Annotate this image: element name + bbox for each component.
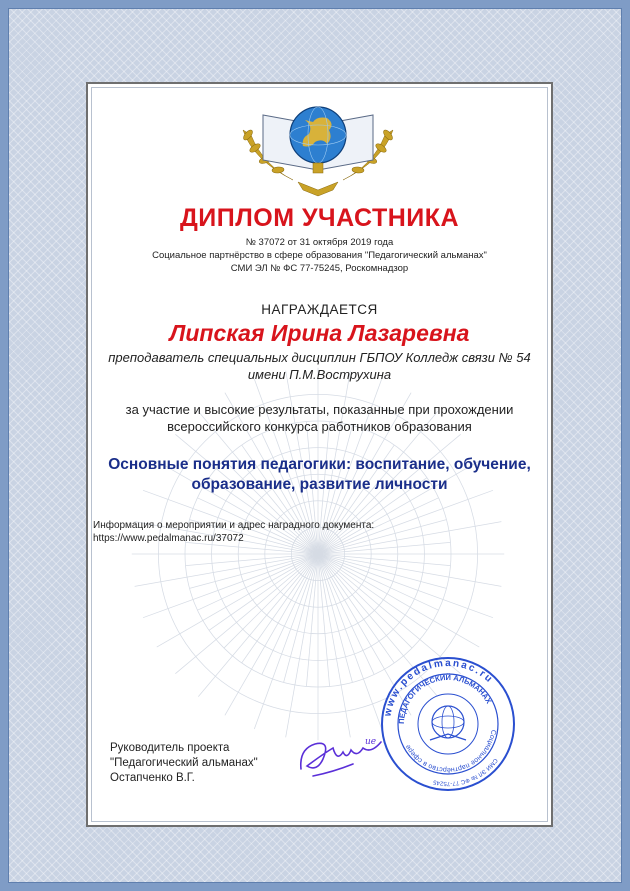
stamp-middle-text: ПЕДАГОГИЧЕСКИЙ АЛЬМАНАХ	[396, 672, 494, 725]
signer-project: "Педагогический альманах"	[110, 757, 258, 769]
signer-name: Остапченко В.Г.	[110, 772, 195, 784]
info-label: Информация о мероприятии и адрес наградного документа:	[93, 520, 375, 531]
svg-text:ue: ue	[365, 737, 377, 747]
registration-line: СМИ ЭЛ № ФС 77-75245, Роскомнадзор	[230, 263, 409, 274]
diploma-number: № 37072 от 31 октября 2019 года	[245, 237, 394, 248]
stamp-bottom-text: СМИ ЭЛ № ФС 77-75245	[432, 756, 499, 787]
stamp-icon	[378, 654, 518, 794]
contest-title-line-1: Основные понятия педагогики: воспитание, обучение,	[108, 456, 531, 473]
globe-book-emblem-icon	[223, 90, 413, 200]
participation-line-2: всероссийского конкурса работников образования	[167, 419, 472, 434]
signature-icon	[293, 714, 388, 784]
signer-role: Руководитель проекта	[110, 742, 230, 754]
info-url[interactable]: https://www.pedalmanac.ru/37072	[93, 533, 244, 544]
diploma-body	[86, 82, 553, 827]
partnership-line: Социальное партнёрство в сфере образования "Педагогический альманах"	[152, 250, 487, 261]
stamp-inner-text: Социальное партнёрство в сфере	[404, 729, 497, 774]
contest-title-line-2: образование, развитие личности	[191, 476, 448, 493]
stamp-outer-text: www.pedalmanac.ru	[382, 657, 496, 718]
svg-text:Социальное партнёрство в сфере	[405, 729, 497, 773]
position-line-1: преподаватель специальных дисциплин ГБПОУ Колледж связи № 54	[108, 350, 531, 365]
position-line-2: имени П.М.Вострухина	[247, 367, 392, 382]
diploma-title: ДИПЛОМ УЧАСТНИКА	[179, 204, 460, 232]
awarded-label: НАГРАЖДАЕТСЯ	[261, 302, 378, 317]
participation-line-1: за участие и высокие результаты, показанные при прохождении	[125, 402, 514, 417]
recipient-name: Липская Ирина Лазаревна	[169, 320, 470, 346]
